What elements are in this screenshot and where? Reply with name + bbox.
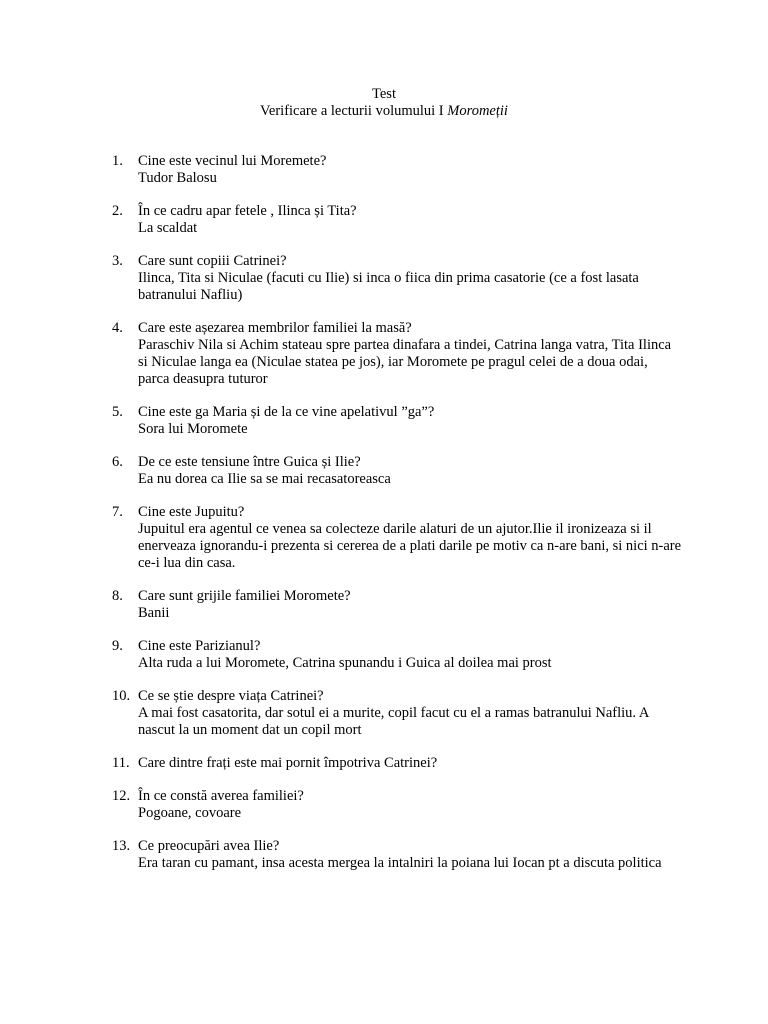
document-subtitle <box>0 103 768 120</box>
question-item <box>112 588 682 622</box>
question-number: 1. <box>112 153 123 169</box>
answer-text: Alta ruda a lui Moromete, Catrina spunandu i Guica al doilea mai prost <box>138 655 552 671</box>
question-number: 12. <box>112 788 131 804</box>
document-header <box>0 86 768 120</box>
subtitle-book-title: Moromeții <box>447 103 508 119</box>
question-item <box>112 838 682 872</box>
question-text: Cine este Parizianul? <box>138 638 261 654</box>
question-number: 7. <box>112 504 123 520</box>
question-text: Ce se știe despre viața Catrinei? <box>138 688 324 704</box>
answer-text: Banii <box>138 605 170 621</box>
question-item <box>112 320 682 388</box>
question-text: În ce cadru apar fetele , Ilinca și Tita? <box>138 203 357 219</box>
question-list <box>112 153 682 888</box>
question-item <box>112 203 682 237</box>
question-text: Care este așezarea membrilor familiei la masă? <box>138 320 412 336</box>
question-number: 13. <box>112 838 131 854</box>
question-number: 4. <box>112 320 123 336</box>
question-text: Ce preocupări avea Ilie? <box>138 838 280 854</box>
answer-text: Ea nu dorea ca Ilie sa se mai recasatoreasca <box>138 471 391 487</box>
document-title: Test <box>372 86 396 102</box>
answer-text: Pogoane, covoare <box>138 805 242 821</box>
answer-text: Ilinca, Tita si Niculae (facuti cu Ilie) si inca o fiica din prima casatorie (ce a fost lasata batranului Nafliu) <box>138 270 639 303</box>
answer-text: Paraschiv Nila si Achim stateau spre partea dinafara a tindei, Catrina langa vatra, Tita Ilinca si Niculae langa ea (Niculae statea pe jos), iar Moromete pe pragul celei de a doua odai, parca deasupra tuturor <box>138 337 672 387</box>
question-text: Care sunt grijile familiei Moromete? <box>138 588 351 604</box>
question-text: Cine este Jupuitu? <box>138 504 245 520</box>
question-text: În ce constă averea familiei? <box>138 788 304 804</box>
answer-text: Tudor Balosu <box>138 170 217 186</box>
question-text: Cine este vecinul lui Moremete? <box>138 153 327 169</box>
question-number: 3. <box>112 253 123 269</box>
question-number: 6. <box>112 454 123 470</box>
answer-text: Era taran cu pamant, insa acesta mergea la intalniri la poiana lui Iocan pt a discuta politica <box>138 855 662 871</box>
question-item <box>112 404 682 438</box>
question-number: 10. <box>112 688 131 704</box>
question-text: Cine este ga Maria și de la ce vine apelativul ”ga”? <box>138 404 435 420</box>
question-text: Care dintre frați este mai pornit împotriva Catrinei? <box>138 755 438 771</box>
question-item <box>112 755 682 772</box>
question-item <box>112 454 682 488</box>
question-item <box>112 504 682 572</box>
answer-text: A mai fost casatorita, dar sotul ei a murite, copil facut cu el a ramas batranului Nafliu. A nascut la un moment dat un copil mort <box>138 705 649 738</box>
subtitle-text: Verificare a lecturii volumului I <box>260 103 448 119</box>
question-number: 5. <box>112 404 123 420</box>
question-text: De ce este tensiune între Guica și Ilie? <box>138 454 361 470</box>
question-item <box>112 638 682 672</box>
answer-text: La scaldat <box>138 220 198 236</box>
question-number: 11. <box>112 755 130 771</box>
question-item <box>112 153 682 187</box>
question-text: Care sunt copiii Catrinei? <box>138 253 287 269</box>
question-item <box>112 688 682 739</box>
question-item <box>112 253 682 304</box>
question-number: 2. <box>112 203 123 219</box>
question-number: 9. <box>112 638 123 654</box>
question-item <box>112 788 682 822</box>
answer-text: Jupuitul era agentul ce venea sa colecteze darile alaturi de un ajutor.Ilie il ironizeaza si il enerveaza ignorandu-i prezenta si cererea de a plati darile pe motiv ca n-are bani, si nici n-are ce-i lua din casa. <box>138 521 682 571</box>
question-number: 8. <box>112 588 123 604</box>
answer-text: Sora lui Moromete <box>138 421 248 437</box>
